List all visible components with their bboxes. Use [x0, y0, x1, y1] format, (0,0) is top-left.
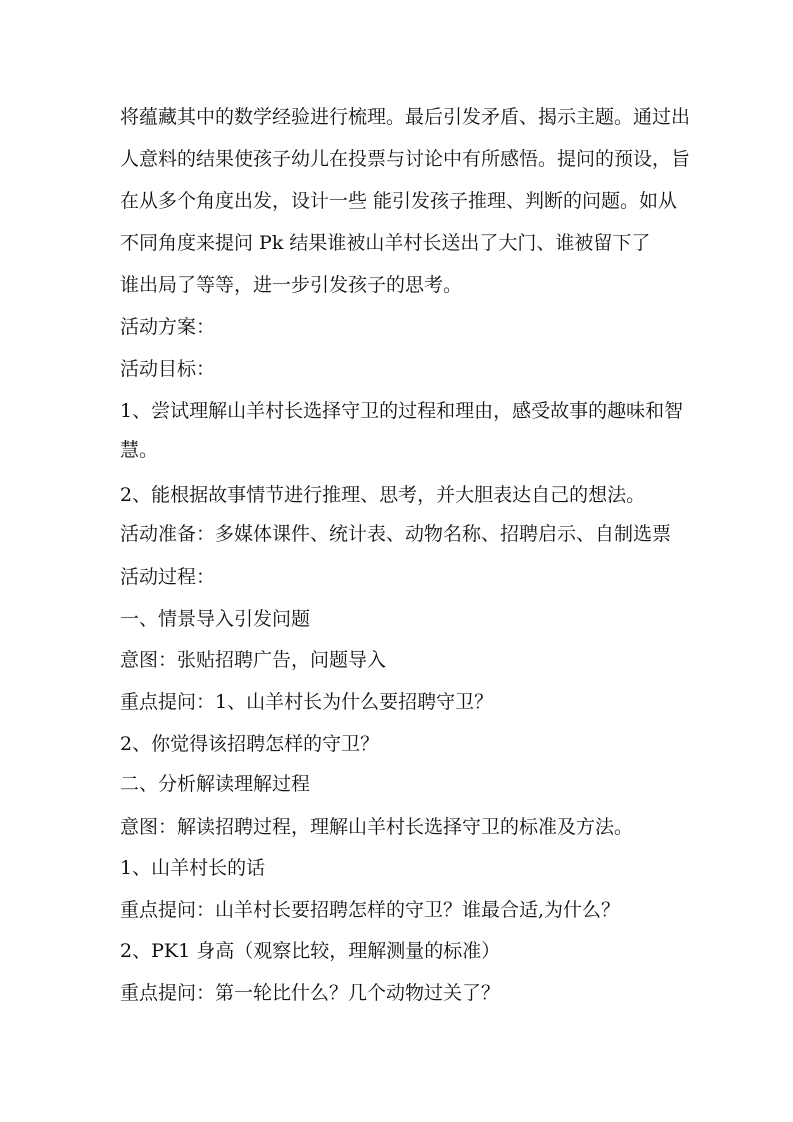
- paragraph-line: 慧。: [120, 439, 159, 461]
- paragraph-line: 2、PK1 身高（观察比较，理解测量的标准）: [120, 940, 501, 962]
- section-heading: 二、分析解读理解过程: [120, 773, 311, 795]
- paragraph-line: 1、山羊村长的话: [120, 857, 266, 879]
- section-heading: 活动目标：: [120, 358, 216, 380]
- paragraph-line: 重点提问：山羊村长要招聘怎样的守卫？谁最合适,为什么？: [120, 899, 621, 921]
- section-heading: 一、情景导入引发问题: [120, 608, 311, 630]
- paragraph-line: 不同角度来提问 Pk 结果谁被山羊村长送出了大门、谁被留下了: [120, 232, 651, 254]
- paragraph-line: 在从多个角度出发，设计一些 能引发孩子推理、判断的问题。如从: [120, 190, 678, 212]
- paragraph-line: 2、你觉得该招聘怎样的守卫？: [120, 733, 380, 755]
- paragraph-line: 1、尝试理解山羊村长选择守卫的过程和理由，感受故事的趣味和智: [120, 400, 684, 422]
- paragraph-line: 重点提问：第一轮比什么？几个动物过关了？: [120, 982, 501, 1004]
- paragraph-line: 活动准备：多媒体课件、统计表、动物名称、招聘启示、自制选票: [120, 523, 672, 545]
- paragraph-line: 重点提问：1、山羊村长为什么要招聘守卫？: [120, 691, 494, 713]
- section-heading: 活动方案：: [120, 316, 216, 338]
- paragraph-line: 将蕴藏其中的数学经验进行梳理。最后引发矛盾、揭示主题。通过出: [120, 106, 691, 128]
- paragraph-line: 意图：解读招聘过程，理解山羊村长选择守卫的标准及方法。: [120, 816, 634, 838]
- paragraph-line: 谁出局了等等，进一步引发孩子的思考。: [120, 274, 463, 296]
- paragraph-line: 2、能根据故事情节进行推理、思考，并大胆表达自己的想法。: [120, 484, 646, 506]
- paragraph-line: 人意料的结果使孩子幼儿在投票与讨论中有所感悟。提问的预设，旨: [120, 148, 691, 170]
- paragraph-line: 意图：张贴招聘广告，问题导入: [120, 649, 387, 671]
- section-heading: 活动过程：: [120, 566, 216, 588]
